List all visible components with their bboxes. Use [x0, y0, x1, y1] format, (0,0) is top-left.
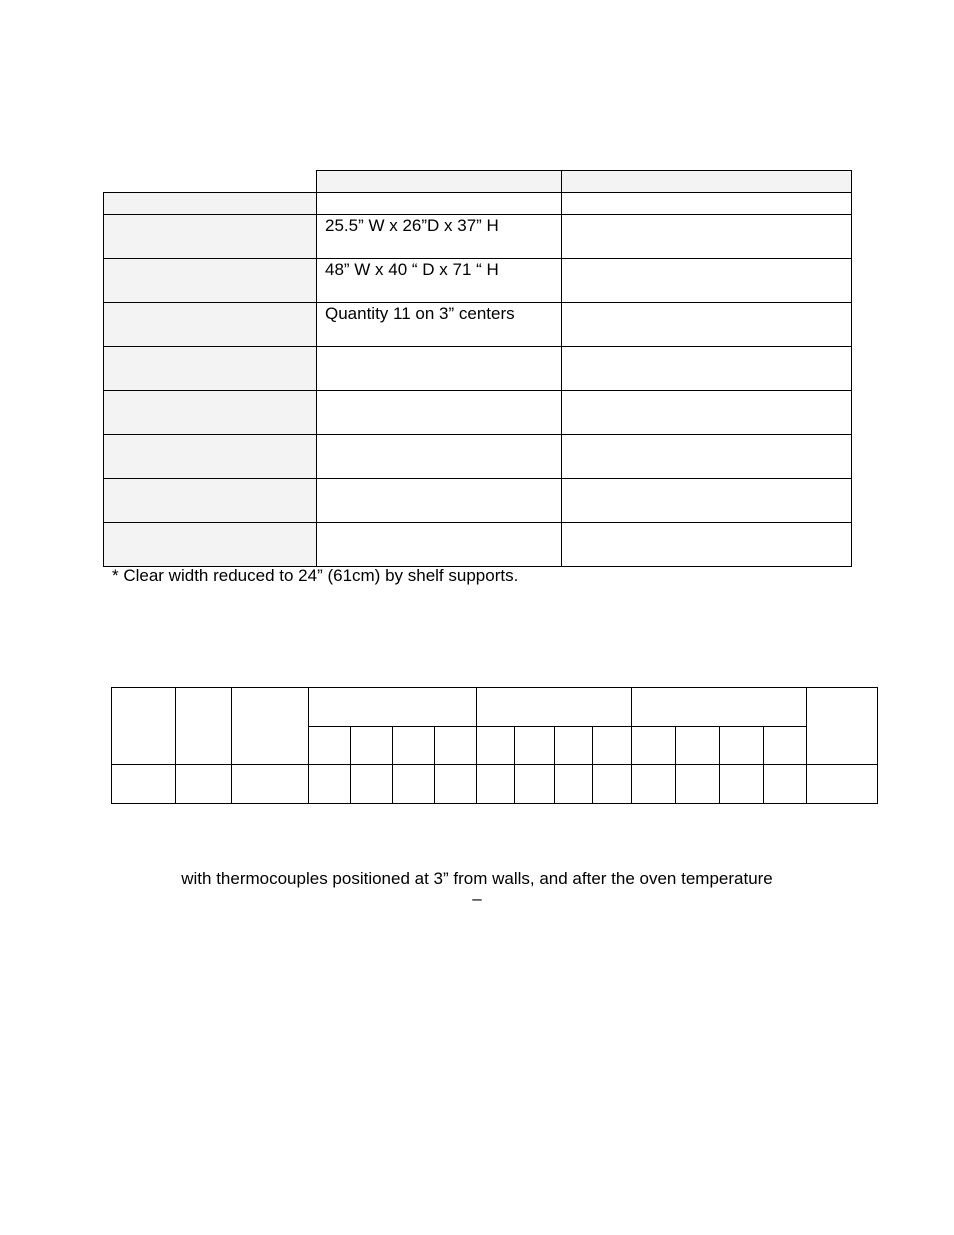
uniformity-sub-header — [477, 727, 515, 765]
spec-row-label — [104, 523, 317, 567]
uniformity-data-cell — [763, 765, 806, 804]
spec-row-label — [104, 215, 317, 259]
uniformity-data-cell — [176, 765, 232, 804]
caption-line-2: – — [472, 889, 482, 908]
spec-row-value-a — [317, 435, 562, 479]
uniformity-sub-header — [435, 727, 477, 765]
uniformity-group-header — [631, 688, 806, 727]
spec-row — [104, 193, 852, 215]
uniformity-data-cell — [112, 765, 176, 804]
uniformity-data-cell — [309, 765, 351, 804]
spec-row-value-a — [317, 391, 562, 435]
uniformity-sub-header — [592, 727, 631, 765]
uniformity-header-cell — [806, 688, 877, 765]
uniformity-sub-header — [631, 727, 675, 765]
spec-header-empty — [104, 171, 317, 193]
spec-row — [104, 391, 852, 435]
uniformity-header-cell — [232, 688, 309, 765]
uniformity-data-cell — [232, 765, 309, 804]
uniformity-data-cell — [515, 765, 554, 804]
spec-row — [104, 259, 852, 303]
uniformity-data-row — [112, 765, 878, 804]
uniformity-data-cell — [477, 765, 515, 804]
spec-row-value-a — [317, 347, 562, 391]
caption-line-1: with thermocouples positioned at 3” from walls, and after the oven temperature — [181, 869, 773, 888]
spec-row-value-b — [562, 259, 852, 303]
spec-row-value-a: Quantity 11 on 3” centers — [317, 303, 562, 347]
spec-row-value-b — [562, 435, 852, 479]
spec-row — [104, 303, 852, 347]
spec-row — [104, 215, 852, 259]
spec-row-label — [104, 391, 317, 435]
spec-row-value-b — [562, 347, 852, 391]
uniformity-table — [111, 687, 878, 804]
spec-row — [104, 479, 852, 523]
uniformity-group-header — [477, 688, 631, 727]
spec-row-value-b — [562, 523, 852, 567]
spec-row-value-b — [562, 215, 852, 259]
uniformity-sub-header — [393, 727, 435, 765]
spec-row-value-a: 25.5” W x 26”D x 37” H — [317, 215, 562, 259]
spec-header-col-b — [562, 171, 852, 193]
uniformity-data-cell — [435, 765, 477, 804]
spec-row-value-b — [562, 479, 852, 523]
spec-row — [104, 435, 852, 479]
uniformity-data-cell — [393, 765, 435, 804]
spec-header-row — [104, 171, 852, 193]
uniformity-data-cell — [351, 765, 393, 804]
uniformity-data-cell — [719, 765, 763, 804]
uniformity-sub-header — [309, 727, 351, 765]
uniformity-sub-header — [351, 727, 393, 765]
uniformity-data-cell — [675, 765, 719, 804]
spec-row-value-a — [317, 193, 562, 215]
spec-row-label — [104, 435, 317, 479]
uniformity-data-cell — [592, 765, 631, 804]
spec-row — [104, 523, 852, 567]
uniformity-data-cell — [806, 765, 877, 804]
spec-row-value-a — [317, 523, 562, 567]
footnote: * Clear width reduced to 24” (61cm) by shelf supports. — [112, 566, 519, 585]
spec-header-col-a — [317, 171, 562, 193]
uniformity-sub-header — [554, 727, 592, 765]
uniformity-sub-header — [763, 727, 806, 765]
spec-row-label — [104, 347, 317, 391]
spec-row-value-b — [562, 303, 852, 347]
spec-row-value-a — [317, 479, 562, 523]
spec-row-value-b — [562, 193, 852, 215]
spec-row-value-b — [562, 391, 852, 435]
uniformity-group-header — [309, 688, 477, 727]
uniformity-sub-header — [675, 727, 719, 765]
uniformity-header-cell — [112, 688, 176, 765]
uniformity-header-cell — [176, 688, 232, 765]
uniformity-header-row — [112, 688, 878, 727]
uniformity-sub-header — [515, 727, 554, 765]
specification-table — [103, 170, 852, 567]
uniformity-data-cell — [554, 765, 592, 804]
spec-row-label — [104, 193, 317, 215]
uniformity-data-cell — [631, 765, 675, 804]
spec-row-label — [104, 479, 317, 523]
spec-row-label — [104, 303, 317, 347]
spec-row — [104, 347, 852, 391]
uniformity-sub-header — [719, 727, 763, 765]
spec-row-value-a: 48” W x 40 “ D x 71 “ H — [317, 259, 562, 303]
spec-row-label — [104, 259, 317, 303]
